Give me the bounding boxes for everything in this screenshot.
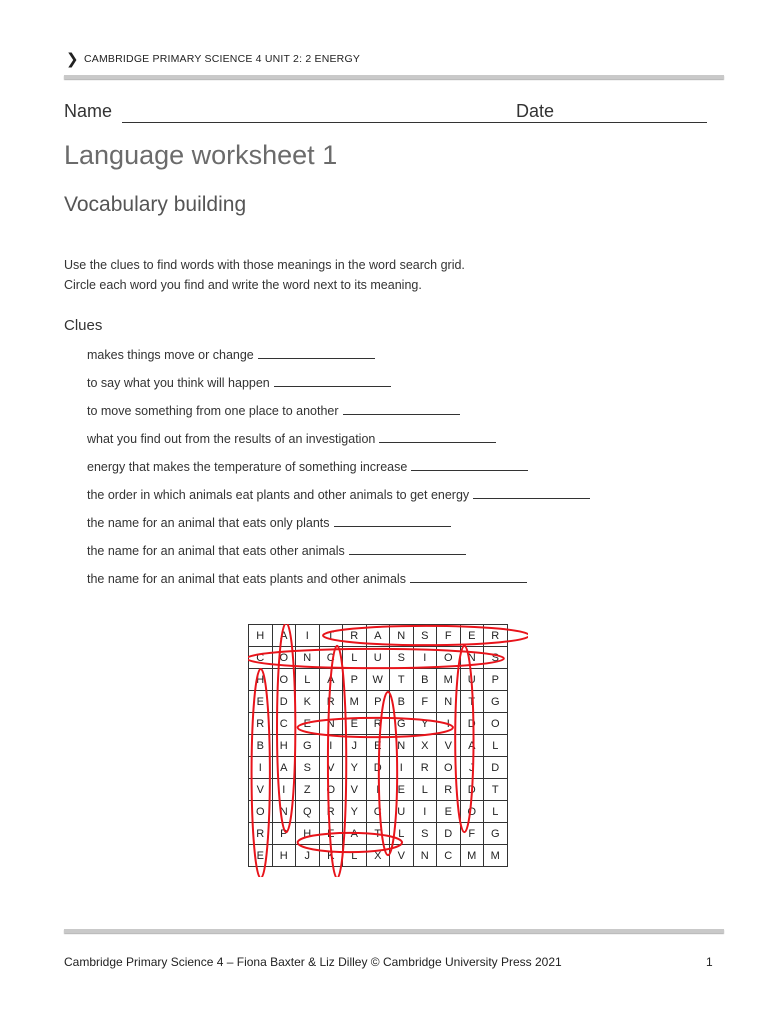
- instruction-line: Circle each word you find and write the word next to its meaning.: [64, 278, 422, 292]
- grid-cell[interactable]: I: [413, 647, 437, 669]
- footer-text: Cambridge Primary Science 4 – Fiona Baxter & Liz Dilley © Cambridge University Press 2021: [64, 955, 562, 969]
- grid-cell[interactable]: N: [296, 647, 320, 669]
- clue-text: the order in which animals eat plants and other animals to get energy: [87, 488, 470, 502]
- grid-cell[interactable]: D: [484, 757, 508, 779]
- grid-cell[interactable]: E: [249, 845, 273, 867]
- grid-cell[interactable]: B: [390, 691, 414, 713]
- grid-cell[interactable]: P: [484, 669, 508, 691]
- grid-cell[interactable]: X: [413, 735, 437, 757]
- grid-cell[interactable]: O: [484, 713, 508, 735]
- grid-cell[interactable]: L: [343, 647, 367, 669]
- grid-cell[interactable]: A: [272, 625, 296, 647]
- clue-item: [87, 376, 391, 390]
- grid-cell[interactable]: T: [460, 691, 484, 713]
- grid-cell[interactable]: N: [437, 691, 461, 713]
- grid-cell[interactable]: A: [366, 625, 390, 647]
- clue-item: [87, 572, 527, 586]
- answer-blank[interactable]: [411, 460, 528, 471]
- grid-cell[interactable]: N: [272, 801, 296, 823]
- grid-cell[interactable]: Y: [413, 713, 437, 735]
- grid-cell[interactable]: F: [413, 691, 437, 713]
- grid-cell[interactable]: R: [484, 625, 508, 647]
- grid-cell[interactable]: T: [366, 823, 390, 845]
- grid-cell[interactable]: E: [319, 823, 343, 845]
- grid-cell[interactable]: I: [319, 735, 343, 757]
- grid-cell[interactable]: R: [413, 757, 437, 779]
- grid-cell[interactable]: C: [272, 713, 296, 735]
- grid-cell[interactable]: N: [319, 713, 343, 735]
- answer-blank[interactable]: [410, 572, 527, 583]
- worksheet-title: Language worksheet 1: [64, 140, 338, 170]
- clue-text: energy that makes the temperature of something increase: [87, 460, 408, 474]
- date-blank[interactable]: [565, 122, 707, 123]
- clue-item: [87, 348, 375, 362]
- grid-cell[interactable]: Q: [296, 801, 320, 823]
- header-text: CAMBRIDGE PRIMARY SCIENCE 4 UNIT 2: 2 ENERGY: [84, 53, 361, 65]
- grid-cell[interactable]: F: [437, 625, 461, 647]
- word-search-grid: [248, 624, 528, 877]
- grid-cell[interactable]: Y: [343, 801, 367, 823]
- grid-cell[interactable]: U: [366, 647, 390, 669]
- grid-cell[interactable]: O: [249, 801, 273, 823]
- grid-row: [249, 823, 508, 845]
- grid-cell[interactable]: E: [296, 713, 320, 735]
- grid-cell[interactable]: E: [437, 801, 461, 823]
- grid-cell[interactable]: M: [460, 845, 484, 867]
- name-label: Name: [64, 101, 113, 121]
- grid-cell[interactable]: C: [437, 845, 461, 867]
- grid-cell[interactable]: M: [437, 669, 461, 691]
- grid-cell[interactable]: R: [249, 823, 273, 845]
- running-header: [64, 50, 724, 70]
- grid-cell[interactable]: V: [343, 779, 367, 801]
- grid-cell[interactable]: M: [484, 845, 508, 867]
- grid-cell[interactable]: L: [484, 801, 508, 823]
- grid-cell[interactable]: D: [460, 779, 484, 801]
- grid-row: [249, 625, 508, 647]
- grid-cell[interactable]: A: [343, 823, 367, 845]
- grid-cell[interactable]: R: [319, 691, 343, 713]
- name-date-row: [64, 98, 724, 128]
- clue-item: [87, 516, 451, 530]
- clue-item: [87, 460, 528, 474]
- grid-cell[interactable]: I: [272, 779, 296, 801]
- date-label: Date: [516, 101, 555, 121]
- grid-cell[interactable]: J: [343, 735, 367, 757]
- clue-text: to say what you think will happen: [87, 376, 270, 390]
- grid-cell[interactable]: S: [484, 647, 508, 669]
- grid-cell[interactable]: L: [343, 845, 367, 867]
- grid-cell[interactable]: S: [296, 757, 320, 779]
- clue-item: [87, 404, 460, 418]
- grid-cell[interactable]: N: [390, 625, 414, 647]
- grid-row: [249, 669, 508, 691]
- grid-cell[interactable]: L: [413, 779, 437, 801]
- answer-blank[interactable]: [343, 404, 460, 415]
- grid-cell[interactable]: G: [296, 735, 320, 757]
- grid-cell[interactable]: P: [366, 691, 390, 713]
- grid-row: [249, 647, 508, 669]
- word-search-table: [248, 624, 508, 867]
- grid-row: [249, 713, 508, 735]
- grid-cell[interactable]: J: [296, 845, 320, 867]
- grid-cell[interactable]: I: [437, 713, 461, 735]
- grid-cell[interactable]: A: [460, 735, 484, 757]
- grid-cell[interactable]: I: [249, 757, 273, 779]
- grid-cell[interactable]: M: [343, 691, 367, 713]
- grid-cell[interactable]: R: [343, 625, 367, 647]
- grid-cell[interactable]: I: [390, 757, 414, 779]
- grid-cell[interactable]: D: [460, 713, 484, 735]
- grid-cell[interactable]: E: [249, 691, 273, 713]
- grid-cell[interactable]: E: [460, 625, 484, 647]
- grid-cell[interactable]: U: [460, 669, 484, 691]
- grid-cell[interactable]: D: [272, 691, 296, 713]
- grid-row: [249, 757, 508, 779]
- grid-cell[interactable]: O: [319, 779, 343, 801]
- grid-row: [249, 845, 508, 867]
- grid-cell[interactable]: H: [296, 823, 320, 845]
- grid-cell[interactable]: K: [296, 691, 320, 713]
- grid-cell[interactable]: H: [249, 669, 273, 691]
- grid-cell[interactable]: R: [437, 779, 461, 801]
- grid-cell[interactable]: N: [413, 845, 437, 867]
- grid-cell[interactable]: A: [272, 757, 296, 779]
- grid-cell[interactable]: F: [460, 823, 484, 845]
- grid-cell[interactable]: W: [366, 669, 390, 691]
- grid-cell[interactable]: H: [272, 845, 296, 867]
- grid-cell[interactable]: V: [319, 757, 343, 779]
- grid-cell[interactable]: T: [390, 669, 414, 691]
- grid-cell[interactable]: N: [460, 647, 484, 669]
- answer-blank[interactable]: [258, 348, 375, 359]
- footer-rule: [64, 929, 724, 933]
- grid-cell[interactable]: O: [437, 647, 461, 669]
- grid-row: [249, 801, 508, 823]
- clue-item: [87, 488, 590, 502]
- grid-cell[interactable]: E: [390, 779, 414, 801]
- name-blank[interactable]: [122, 122, 567, 123]
- answer-blank[interactable]: [473, 488, 590, 499]
- grid-cell[interactable]: V: [437, 735, 461, 757]
- grid-cell[interactable]: D: [437, 823, 461, 845]
- grid-cell[interactable]: T: [319, 625, 343, 647]
- grid-cell[interactable]: X: [366, 845, 390, 867]
- grid-cell[interactable]: B: [249, 735, 273, 757]
- answer-blank[interactable]: [274, 376, 391, 387]
- grid-cell[interactable]: R: [366, 713, 390, 735]
- grid-cell[interactable]: I: [296, 625, 320, 647]
- clue-text: the name for an animal that eats plants and other animals: [87, 572, 406, 586]
- grid-cell[interactable]: Z: [296, 779, 320, 801]
- grid-row: [249, 779, 508, 801]
- clue-text: the name for an animal that eats other animals: [87, 544, 345, 558]
- grid-cell[interactable]: O: [272, 669, 296, 691]
- grid-cell[interactable]: L: [484, 735, 508, 757]
- grid-cell[interactable]: C: [319, 647, 343, 669]
- grid-cell[interactable]: E: [343, 713, 367, 735]
- clue-item: [87, 544, 466, 558]
- grid-cell[interactable]: L: [296, 669, 320, 691]
- grid-cell[interactable]: G: [484, 691, 508, 713]
- grid-cell[interactable]: S: [390, 647, 414, 669]
- grid-cell[interactable]: A: [319, 669, 343, 691]
- grid-cell[interactable]: I: [366, 779, 390, 801]
- worksheet-subtitle: Vocabulary building: [64, 193, 247, 216]
- clue-text: makes things move or change: [87, 348, 254, 362]
- clue-text: the name for an animal that eats only plants: [87, 516, 330, 530]
- page-number: 1: [706, 955, 713, 969]
- grid-cell[interactable]: C: [366, 801, 390, 823]
- clue-text: what you find out from the results of an investigation: [87, 432, 376, 446]
- grid-row: [249, 735, 508, 757]
- chevron-right-icon: ❯: [66, 50, 79, 68]
- answer-blank[interactable]: [379, 432, 496, 443]
- grid-cell[interactable]: L: [390, 823, 414, 845]
- grid-cell[interactable]: O: [437, 757, 461, 779]
- grid-cell[interactable]: I: [413, 801, 437, 823]
- grid-cell[interactable]: R: [249, 713, 273, 735]
- grid-cell[interactable]: O: [460, 801, 484, 823]
- grid-cell[interactable]: E: [366, 735, 390, 757]
- grid-cell[interactable]: K: [319, 845, 343, 867]
- grid-cell[interactable]: U: [390, 801, 414, 823]
- answer-blank[interactable]: [334, 516, 451, 527]
- grid-cell[interactable]: B: [413, 669, 437, 691]
- grid-cell[interactable]: Y: [343, 757, 367, 779]
- grid-cell[interactable]: V: [249, 779, 273, 801]
- grid-cell[interactable]: S: [413, 625, 437, 647]
- instruction-line: Use the clues to find words with those meanings in the word search grid.: [64, 258, 465, 272]
- clue-item: [87, 432, 496, 446]
- grid-row: [249, 691, 508, 713]
- grid-cell[interactable]: G: [484, 823, 508, 845]
- grid-cell[interactable]: P: [343, 669, 367, 691]
- answer-blank[interactable]: [349, 544, 466, 555]
- header-rule: [64, 75, 724, 79]
- clue-text: to move something from one place to another: [87, 404, 339, 418]
- grid-cell[interactable]: H: [249, 625, 273, 647]
- grid-cell[interactable]: G: [390, 713, 414, 735]
- grid-cell[interactable]: J: [460, 757, 484, 779]
- grid-cell[interactable]: V: [390, 845, 414, 867]
- grid-cell[interactable]: D: [366, 757, 390, 779]
- grid-cell[interactable]: T: [484, 779, 508, 801]
- clues-heading: Clues: [64, 317, 103, 334]
- grid-cell[interactable]: S: [413, 823, 437, 845]
- grid-cell[interactable]: N: [390, 735, 414, 757]
- grid-cell[interactable]: P: [272, 823, 296, 845]
- grid-cell[interactable]: H: [272, 735, 296, 757]
- grid-cell[interactable]: O: [272, 647, 296, 669]
- grid-cell[interactable]: C: [249, 647, 273, 669]
- grid-cell[interactable]: R: [319, 801, 343, 823]
